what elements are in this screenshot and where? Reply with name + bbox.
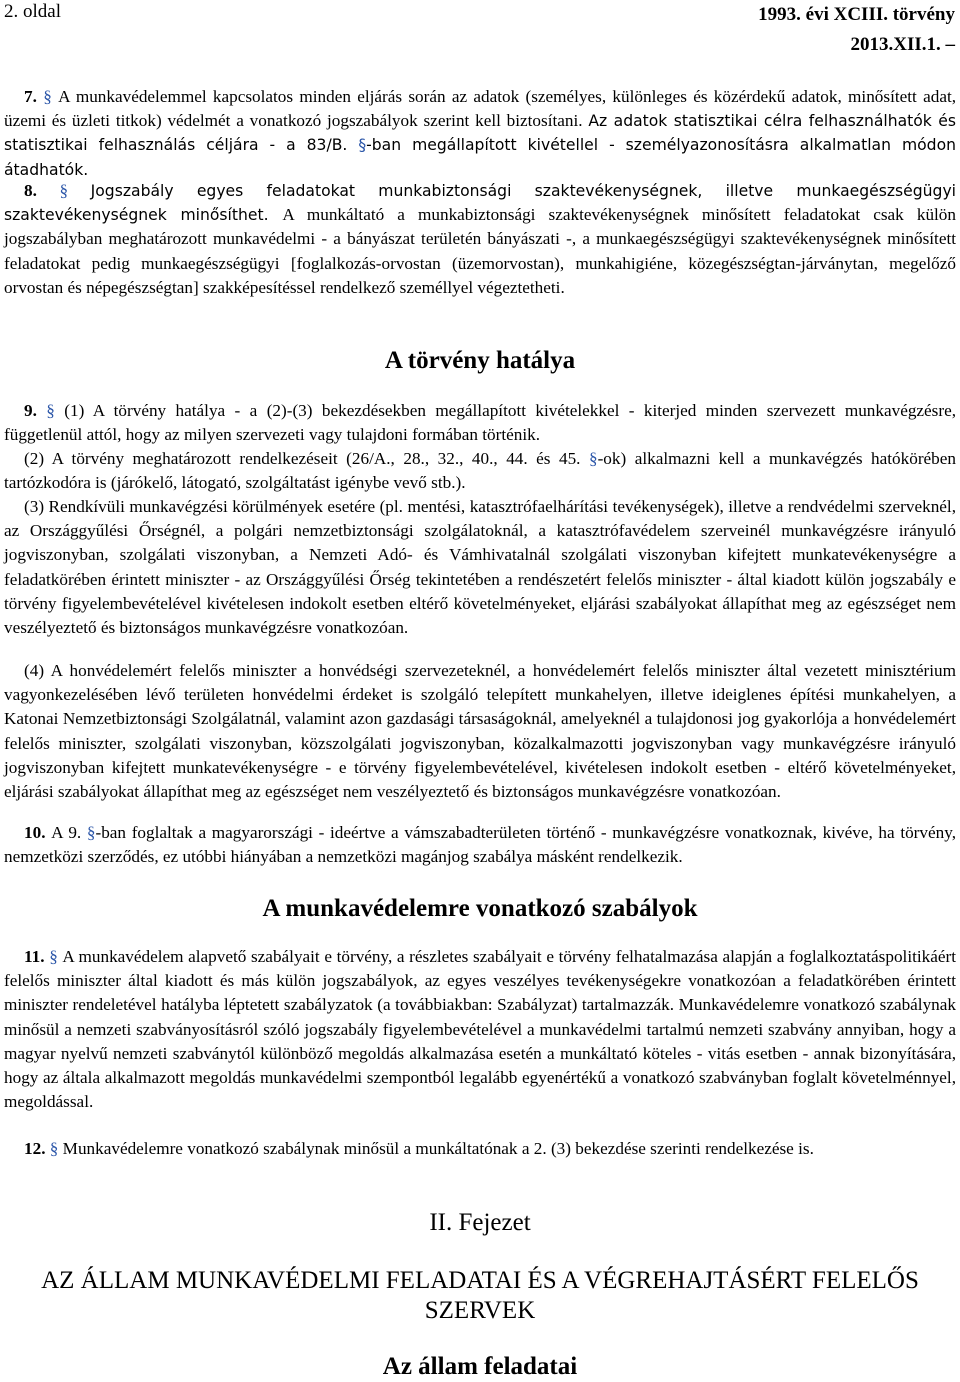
- section-link[interactable]: §: [49, 947, 58, 966]
- paragraph-11: [4, 945, 956, 1114]
- section-heading: A munkavédelemre vonatkozó szabályok: [262, 895, 698, 922]
- paragraph-text: Munkavédelemre vonatkozó szabálynak minősül a nemzeti szabványosításról szóló jogszabály figyelembevételével a munkavédelmi tartalmú nemzeti szabvány annyiban, hogy a magyar nyelvű nemzeti szabványtól különböző megoldás alkalmazása esetén a munkáltató köteles - vitás esetben - annak bizonyítására, hogy az általa alkalmazott megoldás munkavédelmi szempontból legalább egyenértékű a vonatkozó szabványban foglalt követelménnyel, megoldással.: [4, 995, 956, 1112]
- paragraph-text: A munkavédelem alapvető szabályait e törvény, a részletes szabályait e törvény felhatalmazása alapján a foglalkoztatáspolitikáért felelős miniszter által kiadott és más külön jogszabályok, az egyes veszélyes tevékenységekre vonatkozóan a feladatkörében érintett miniszter rendeletével hatályba léptetett szabályzatok (a továbbiakban: Szabályzat) tartalmazzák.: [4, 947, 957, 1015]
- paragraph-text: -ban megállapított kivétellel - személyazonosításra alkalmatlan módon átadhatók.: [4, 136, 956, 179]
- paragraph-9-1: [4, 399, 956, 447]
- paragraph-text: (1) A törvény hatálya - a (2)-(3) bekezdésekben megállapított kivételekkel - kiterjed minden szervezett munkavégzésre, függetlenül attól, hogy az milyen szervezeti vagy tulajdoni formában történik.: [4, 401, 957, 445]
- paragraph-number: 12.: [24, 1139, 46, 1158]
- paragraph-10: [4, 821, 956, 869]
- law-reference: [758, 0, 955, 60]
- law-title: 1993. évi XCIII. törvény: [758, 4, 955, 25]
- section-link[interactable]: §: [59, 181, 69, 200]
- paragraph-9-4: (4) A honvédelemért felelős miniszter a honvédségi szervezeteknél, a honvédelemért felelős miniszter által vezetett minisztérium vagyonkezelésében lévő területen honvédelmi érdeket is szolgáló telepített munkahelyen, illetve ideiglenes építési munkahelyen, a Katonai Nemzetbiztonsági Szolgálatnál, valamint azon gazdasági társaságoknál, amelyeknél a tulajdonosi jog gyakorlója a honvédelemért felelős miniszter, szolgálati viszonyban, közszolgálati jogviszonyban, közalkalmazotti jogviszonyban vagy munkavégzésre irányuló jogviszonyban kifejtett munkatevékenységre - e törvény figyelembevételével, kivételesen indokolt esetben - eltérő követelményeket, eljárási szabályokat állapíthat meg az egészséget nem veszélyeztető és biztonságos munkavégzésre vonatkozóan.: [4, 661, 956, 802]
- paragraph-12: [4, 1137, 956, 1161]
- paragraph-text: Munkavédelemre vonatkozó szabálynak minősül a munkáltatónak a 2. (3) bekezdése szerinti rendelkezése is.: [62, 1139, 814, 1158]
- paragraph-text: -ban foglaltak a magyarországi - ideértve a vámszabadterületen történő - munkavégzésre vonatkoznak, kivéve, ha törvény, nemzetközi szerződés, ez utóbbi hiányában a nemzetközi magánjog szabálya másként rendelkezik.: [4, 823, 956, 867]
- section-heading: A törvény hatálya: [384, 347, 576, 374]
- paragraph-text: Jogszabály egyes feladatokat munkabiztonsági szaktevékenységnek, illetve munkaegészségügyi szaktevékenységnek minősíthet.: [4, 182, 957, 225]
- paragraph-number: 7.: [24, 87, 37, 106]
- section-link[interactable]: §: [86, 823, 96, 842]
- section-link[interactable]: §: [49, 1139, 59, 1158]
- section-heading: Az állam feladatai: [382, 1353, 578, 1380]
- section-link[interactable]: §: [46, 401, 55, 420]
- paragraph-text: (2) A törvény meghatározott rendelkezéseit (26/A., 28., 32., 40., 44. és 45.: [24, 449, 589, 468]
- page-number: 2. oldal: [4, 1, 61, 22]
- paragraph-text: -ok) alkalmazni kell a munkavégzés hatókörében tartózkodóra is (járókelő, látogató, szolgáltatást igénybe vevő stb.).: [4, 449, 956, 493]
- chapter-number: II. Fejezet: [429, 1209, 531, 1236]
- paragraph-text: A munkavédelemmel kapcsolatos minden eljárás során az adatok (személyes, különleges és közérdekű adatok, minősített adat, üzemi és üzleti titkok) védelmét a vonatkozó jogszabályok szerint kell biztosítani.: [4, 87, 957, 131]
- chapter-title: AZ ÁLLAM MUNKAVÉDELMI FELADATAI ÉS A VÉGREHAJTÁSÉRT FELELŐS SZERVEK: [41, 1267, 919, 1324]
- section-link[interactable]: §: [358, 136, 367, 155]
- paragraph-9-2: [4, 447, 956, 495]
- paragraph-7: [4, 85, 956, 182]
- paragraph-number: 11.: [24, 947, 45, 966]
- section-link[interactable]: §: [588, 449, 598, 468]
- law-date: 2013.XII.1. –: [850, 34, 955, 55]
- section-link[interactable]: §: [43, 87, 52, 106]
- paragraph-9-3: (3) Rendkívüli munkavégzési körülmények esetére (pl. mentési, katasztrófaelhárítási tevékenységek), illetve a rendvédelmi szerveknél, az Országgyűlési Őrségnél, a polgári nemzetbiztonsági szolgálatoknál, a katasztrófavédelem szerveinél munkavégzésre irányuló jogviszonyban, szolgálati viszonyban, a Nemzeti Adó- és Vámhivatalnál szolgálati viszonyban kifejtett munkatevékenységre a feladatkörében érintett miniszter - az Országgyűlési Őrség tekintetében a rendészetért felelős miniszter - által kiadott külön jogszabály e törvény figyelembevételével kivételesen indokolt esetben eltérő követelményeket, eljárási szabályokat állapíthat meg az egészséget nem veszélyeztető és biztonságos munkavégzésre vonatkozóan.: [4, 497, 956, 638]
- paragraph-number: 10.: [24, 823, 46, 842]
- paragraph-text: A munkáltató a munkabiztonsági szaktevékenységnek minősített feladatokat csak külön jogszabályban meghatározott munkavédelmi - a bányászat területén bányászati -, a munkaegészségügyi szaktevékenységnek minősített feladatokat pedig munkaegészségügyi [foglalkozás-orvostan (üzemorvostan), munkahigiéne, közegészségtan-járványtan, megelőző orvostan és népegészségtan] szakképesítéssel rendelkező személlyel végeztetheti.: [4, 205, 956, 297]
- paragraph-number: 8.: [24, 181, 37, 200]
- paragraph-number: 9.: [24, 401, 37, 420]
- paragraph-8: [4, 179, 956, 300]
- paragraph-text: Az adatok statisztikai célra felhasználhatók és statisztikai felhasználás céljára - a 83/B.: [4, 112, 956, 155]
- paragraph-text: A 9.: [51, 823, 87, 842]
